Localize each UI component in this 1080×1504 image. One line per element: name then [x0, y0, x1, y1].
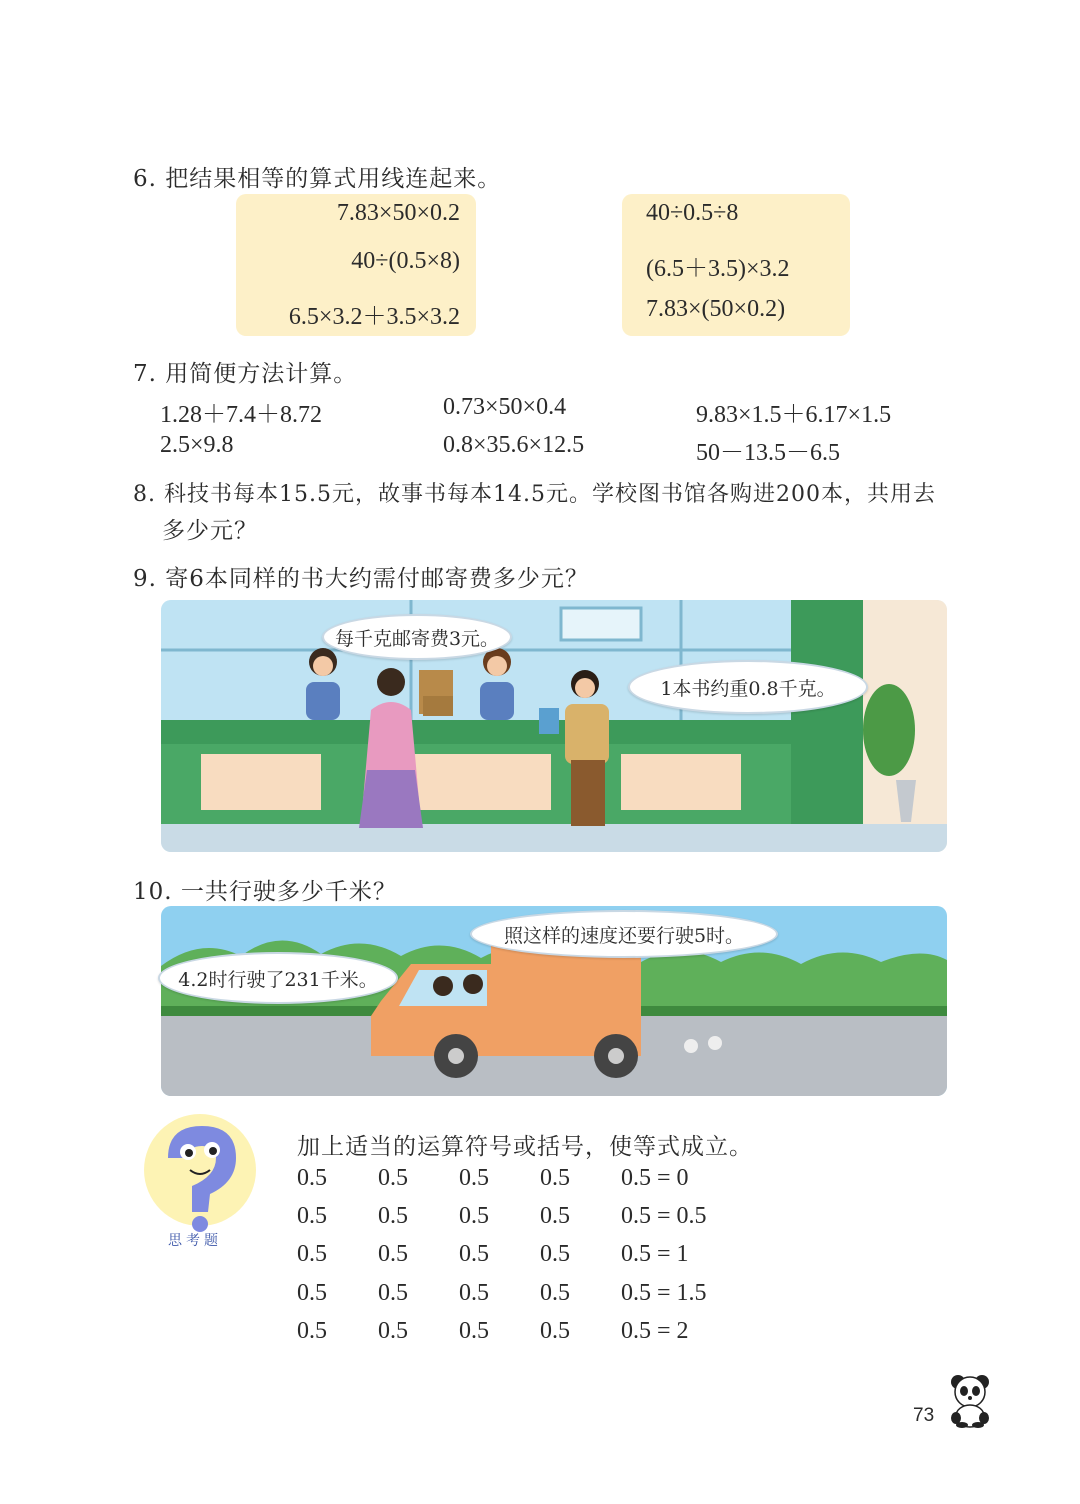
q7-title: 7. 用简便方法计算。 [133, 361, 358, 387]
think-result: 0.5 = 1.5 [621, 1280, 707, 1306]
think-cell: 0.5 [378, 1241, 408, 1267]
think-cell: 0.5 [459, 1241, 489, 1267]
speech-bubble-postage: 每千克邮寄费3元。 [322, 614, 512, 660]
think-cell: 0.5 [459, 1203, 489, 1229]
speech-bubble-distance: 4.2时行驶了231千米。 [158, 952, 398, 1004]
q6-right-expr-2: (6.5＋3.5)×3.2 [646, 256, 790, 282]
think-cell: 0.5 [540, 1203, 570, 1229]
think-question-badge: 思考题 [168, 1233, 222, 1249]
post-office-illustration [161, 600, 947, 852]
think-cell: 0.5 [540, 1165, 570, 1191]
speech-bubble-remaining-time: 照这样的速度还要行驶5时。 [470, 910, 778, 958]
think-cell: 0.5 [378, 1280, 408, 1306]
q8-line-1: 8. 科技书每本15.5元，故事书每本14.5元。学校图书馆各购进200本，共用去 [133, 482, 936, 507]
q6-left-expr-2: 40÷(0.5×8) [351, 248, 460, 274]
think-cell: 0.5 [378, 1203, 408, 1229]
think-question-mascot [140, 1112, 260, 1252]
q6-right-expr-1: 40÷0.5÷8 [646, 200, 739, 226]
q6-left-expr-3: 6.5×3.2＋3.5×3.2 [288, 304, 460, 330]
think-cell: 0.5 [540, 1241, 570, 1267]
think-cell: 0.5 [378, 1318, 408, 1344]
think-cell: 0.5 [297, 1280, 327, 1306]
q9-title: 9. 寄6本同样的书大约需付邮寄费多少元？ [133, 566, 589, 592]
think-cell: 0.5 [540, 1318, 570, 1344]
q6-right-box [622, 194, 850, 336]
q7-expr: 9.83×1.5＋6.17×1.5 [696, 402, 892, 428]
speech-bubble-book-weight: 1本书约重0.8千克。 [628, 660, 868, 714]
page-number: 73 [913, 1405, 935, 1426]
think-result: 0.5 = 0.5 [621, 1203, 707, 1229]
think-result: 0.5 = 2 [621, 1318, 689, 1344]
q6-title: 6. 把结果相等的算式用线连起来。 [133, 166, 502, 192]
think-result: 0.5 = 0 [621, 1165, 689, 1191]
think-cell: 0.5 [297, 1203, 327, 1229]
think-cell: 0.5 [459, 1318, 489, 1344]
think-cell: 0.5 [459, 1280, 489, 1306]
think-cell: 0.5 [297, 1318, 327, 1344]
q6-left-expr-1: 7.83×50×0.2 [336, 200, 460, 226]
q7-expr: 0.8×35.6×12.5 [443, 432, 585, 458]
q10-title: 10. 一共行驶多少千米？ [133, 879, 397, 905]
think-cell: 0.5 [297, 1241, 327, 1267]
panda-icon [944, 1372, 996, 1428]
think-cell: 0.5 [540, 1280, 570, 1306]
q7-expr: 50－13.5－6.5 [696, 440, 840, 466]
q7-expr: 1.28＋7.4＋8.72 [160, 402, 322, 428]
q7-expr: 2.5×9.8 [160, 432, 234, 458]
q6-left-box [236, 194, 476, 336]
think-cell: 0.5 [378, 1165, 408, 1191]
think-cell: 0.5 [297, 1165, 327, 1191]
q6-right-expr-3: 7.83×(50×0.2) [646, 296, 786, 322]
think-result: 0.5 = 1 [621, 1241, 689, 1267]
q7-expr: 0.73×50×0.4 [443, 394, 567, 420]
think-cell: 0.5 [459, 1165, 489, 1191]
q8-line-2: 多少元？ [162, 518, 258, 544]
think-title: 加上适当的运算符号或括号，使等式成立。 [297, 1134, 753, 1160]
